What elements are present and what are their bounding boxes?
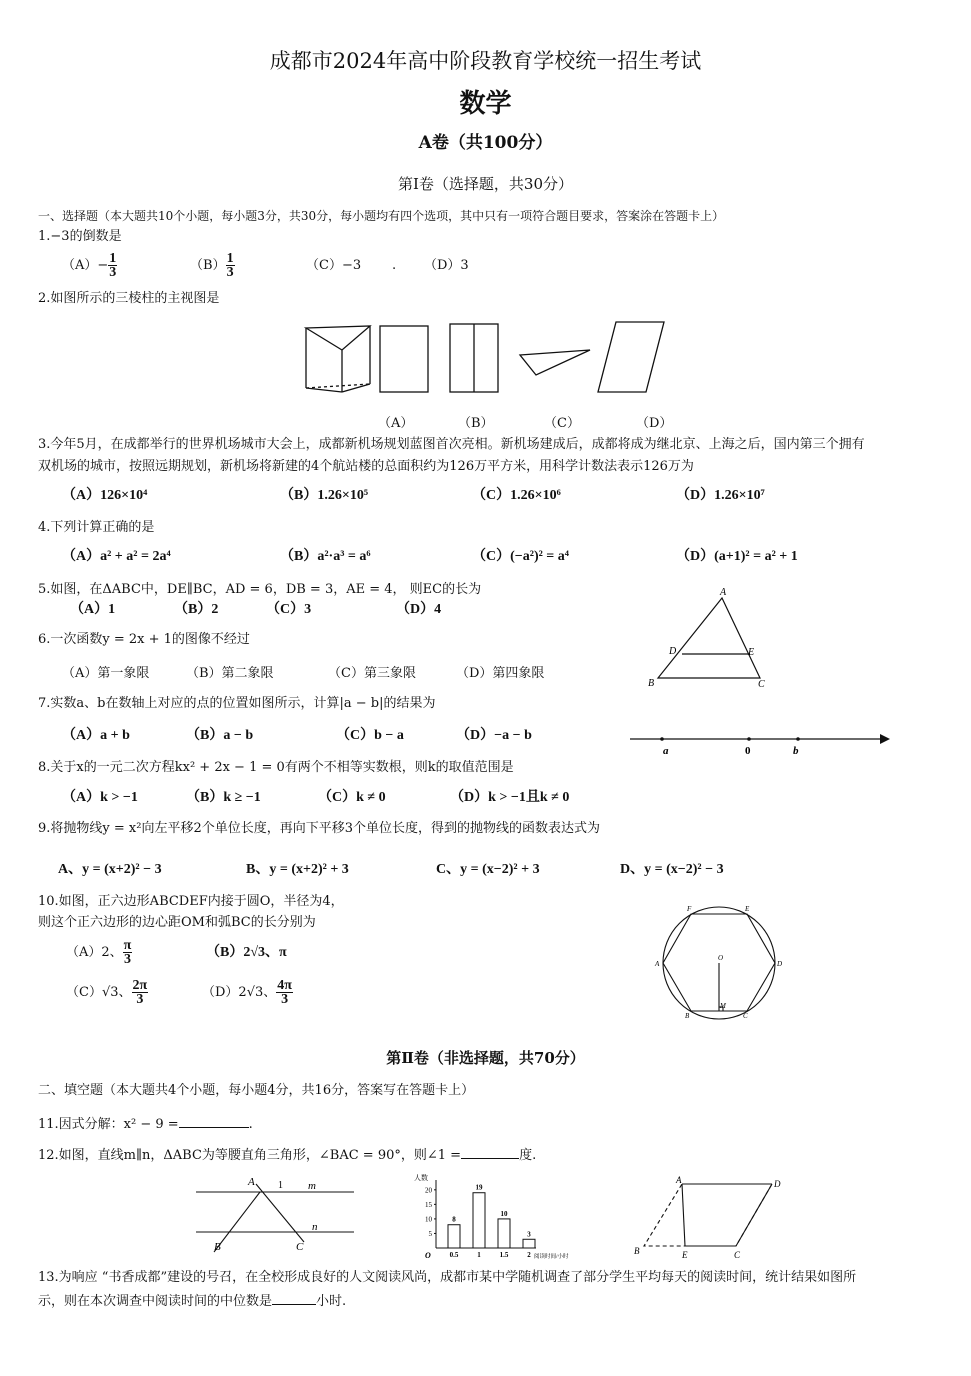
q12-answer-blank[interactable]: [461, 1146, 519, 1159]
chart-y-tick-label: 20: [425, 1186, 432, 1195]
option-a-figure: [380, 326, 428, 392]
q6-option-b: （B）第二象限: [186, 666, 274, 681]
option-c-figure: [520, 350, 590, 375]
q10-line2: 则这个正六边形的边心距OM和弧BC的长分别为: [38, 915, 316, 930]
prism-figure: [306, 326, 370, 392]
q4-option-a: （A）a² + a² = 2a⁴: [62, 549, 171, 564]
q6-option-d: （D）第四象限: [456, 666, 545, 681]
q10-label-c: C: [743, 1012, 748, 1020]
q5-option-c: （C）3: [266, 602, 312, 617]
q4-option-d: （D）(a+1)² = a² + 1: [676, 549, 798, 564]
q9-option-d: D、y = (x−2)² − 3: [620, 862, 724, 877]
section2-intro: 二、填空题（本大题共4个小题，每小题4分，共16分，答案写在答题卡上）: [38, 1083, 475, 1098]
chart-bar: [448, 1225, 460, 1248]
q10-option-a: （A）2、 $\frac{\pi}{3}$: [66, 938, 132, 967]
q13-line1: 13.为响应 “书香成都”建设的号召，在全校形成良好的人文阅读风尚，成都市某中学随机调查了部分学生平均每天的阅读时间，统计结果如图所: [38, 1270, 857, 1285]
q5-label-c: C: [758, 679, 765, 690]
q5-label-b: B: [648, 678, 655, 689]
q7-option-a: （A）a + b: [62, 728, 130, 743]
q7-option-d: （D）−a − b: [456, 728, 532, 743]
q14-label-a: A: [676, 1175, 682, 1185]
q8-option-a: （A）k > −1: [62, 790, 138, 805]
q12-angle-1: 1: [278, 1180, 283, 1191]
chart-x-tick-label: 1.5: [499, 1251, 509, 1259]
q2-figures: [300, 318, 670, 398]
q5-option-a: （A）1: [70, 602, 116, 617]
q3-option-b: （B）1.26×10⁵: [280, 488, 369, 503]
q1-option-c: （C）−3: [306, 258, 362, 273]
q10-label-b: B: [685, 1012, 690, 1020]
q1-option-b: （B） $\frac{1}{3}$: [190, 251, 234, 280]
q14-label-c: C: [734, 1250, 741, 1260]
chart-y-tick-label: 5: [428, 1229, 432, 1238]
q10-label-o: O: [718, 954, 724, 962]
q5-option-d: （D）4: [396, 602, 442, 617]
q12-label-m: m: [308, 1180, 316, 1192]
chart-x-tick-label: 2: [527, 1251, 531, 1259]
q10-label-m: M: [720, 1002, 726, 1010]
option-d-figure: [598, 322, 664, 392]
q3-option-a: （A）126×10⁴: [62, 488, 148, 503]
q10-label-e: E: [745, 905, 750, 913]
q5-triangle-figure: [640, 587, 780, 690]
chart-data-label: 3: [527, 1230, 531, 1239]
q4-option-c: （C）(−a²)² = a⁴: [472, 549, 569, 564]
chart-x-tick-label: 0.5: [449, 1251, 459, 1259]
chart-bar: [498, 1219, 510, 1248]
q2-label-b: （B）: [458, 416, 494, 431]
exam-title: 成都市2024年高中阶段教育学校统一招生考试: [269, 49, 702, 73]
q7-option-c: （C）b − a: [336, 728, 404, 743]
q7-stem: 7.实数a、b在数轴上对应的点的位置如图所示，计算|a − b|的结果为: [38, 696, 436, 711]
chart-y-label: 人数: [414, 1174, 428, 1182]
q12-label-c: C: [296, 1241, 304, 1253]
volume-title: A卷（共100分）: [418, 133, 553, 153]
q13-reading-time-bar-chart: [410, 1172, 600, 1264]
q1-stray-dot: .: [392, 258, 397, 273]
chart-y-tick-label: 15: [425, 1200, 432, 1209]
q5-label-d: D: [669, 646, 677, 657]
chart-data-label: 8: [452, 1215, 456, 1224]
q7-label-zero: 0: [745, 745, 751, 757]
q10-label-a: A: [655, 960, 660, 968]
section1-intro: 一、选择题（本大题共10个小题，每小题3分，共30分，每小题均有四个选项，其中只有一项符合题目要求，答案涂在答题卡上）: [38, 209, 725, 223]
subject-title: 数学: [459, 89, 512, 119]
q14-label-d: D: [774, 1179, 781, 1189]
chart-x-tick-label: 1: [477, 1251, 481, 1259]
chart-y-tick-label: 10: [425, 1215, 432, 1224]
q5-option-b: （B）2: [174, 602, 219, 617]
q4-stem: 4.下列计算正确的是: [38, 520, 155, 535]
q2-label-a: （A）: [378, 416, 414, 431]
q2-label-c: （C）: [544, 416, 580, 431]
q12-label-a: A: [248, 1176, 255, 1188]
q12: 12.如图，直线m∥n，ΔABC为等腰直角三角形，∠BAC = 90°，则∠1 = 度.: [38, 1148, 537, 1163]
q13-line2: 示，则在本次调查中阅读时间的中位数是 小时.: [38, 1294, 347, 1309]
q10-label-d: D: [777, 960, 783, 968]
q3-line2: 双机场的城市，按照远期规划，新机场将新建的4个航站楼的总面积约为126万平方米，用科学计数法表示126万为: [38, 459, 694, 474]
q6-stem: 6.一次函数y = 2x + 1的图像不经过: [38, 632, 250, 647]
q8-option-b: （B）k ≥ −1: [186, 790, 261, 805]
q9-option-b: B、y = (x+2)² + 3: [246, 862, 349, 877]
q5-label-e: E: [748, 647, 755, 658]
q9-stem: 9.将抛物线y = x²向左平移2个单位长度，再向下平移3个单位长度，得到的抛物线的函数表达式为: [38, 821, 600, 836]
q1-option-a: （A）− $\frac{1}{3}$: [62, 251, 117, 280]
q7-label-a: a: [663, 745, 669, 757]
chart-bar: [523, 1239, 535, 1248]
q6-option-c: （C）第三象限: [328, 666, 416, 681]
q8-option-c: （C）k ≠ 0: [318, 790, 386, 805]
q9-option-c: C、y = (x−2)² + 3: [436, 862, 540, 877]
q7-option-b: （B）a − b: [186, 728, 254, 743]
chart-bar: [473, 1193, 485, 1248]
q10-label-f: F: [687, 905, 692, 913]
q12-label-b: B: [214, 1241, 221, 1253]
chart-data-label: 19: [475, 1183, 483, 1192]
q13-answer-blank[interactable]: [272, 1292, 316, 1305]
q11-answer-blank[interactable]: [179, 1115, 249, 1128]
q2-label-d: （D）: [636, 416, 673, 431]
q10-option-b: （B）2√3、π: [206, 945, 287, 960]
chart-data-label: 10: [500, 1209, 508, 1218]
q5-stem: 5.如图，在ΔABC中，DE∥BC，AD = 6，DB = 3，AE = 4， 则EC的长为: [38, 582, 482, 597]
chart-origin: O: [425, 1251, 431, 1260]
q9-option-a: A、y = (x+2)² − 3: [58, 862, 162, 877]
q7-number-line: [628, 726, 893, 756]
q3-option-d: （D）1.26×10⁷: [676, 488, 765, 503]
chart-x-label: 阅读时间/小时: [534, 1254, 569, 1260]
option-b-figure: [450, 324, 498, 392]
q11: 11.因式分解：x² − 9 = .: [38, 1117, 253, 1132]
q4-option-b: （B）a²·a³ = a⁶: [280, 549, 371, 564]
q3-line1: 3.今年5月，在成都举行的世界机场城市大会上，成都新机场规划蓝图首次亮相。新机场建成后，成都将成为继北京、上海之后，国内第三个拥有: [38, 437, 865, 452]
q10-option-c: （C）√3、 $\frac{2\pi}{3}$: [66, 978, 148, 1007]
q10-line1: 10.如图，正六边形ABCDEF内接于圆O，半径为4，: [38, 894, 344, 909]
q8-option-d: （D）k > −1且k ≠ 0: [450, 790, 570, 805]
q14-label-e: E: [682, 1250, 688, 1260]
q12-parallel-lines-figure: [194, 1172, 364, 1258]
part1-title: 第Ⅰ卷（选择题，共30分）: [397, 175, 573, 193]
q14-parallelogram-figure: [632, 1172, 792, 1262]
q1-stem: 1.−3的倒数是: [38, 229, 122, 244]
q14-label-b: B: [634, 1246, 640, 1256]
q10-option-d: （D）2√3、 $\frac{4\pi}{3}$: [202, 978, 292, 1007]
q6-option-a: （A）第一象限: [62, 666, 150, 681]
q3-option-c: （C）1.26×10⁶: [472, 488, 561, 503]
q12-label-n: n: [312, 1221, 318, 1233]
q2-stem: 2.如图所示的三棱柱的主视图是: [38, 291, 220, 306]
q5-label-a: A: [720, 587, 727, 598]
q10-hexagon-figure: [652, 900, 782, 1025]
q1-option-d: （D）3: [424, 258, 469, 273]
q7-label-b: b: [793, 745, 799, 757]
q8-stem: 8.关于x的一元二次方程kx² + 2x − 1 = 0有两个不相等实数根，则k的取值范围是: [38, 760, 514, 775]
part2-title: 第Ⅱ卷（非选择题，共70分）: [386, 1049, 585, 1067]
